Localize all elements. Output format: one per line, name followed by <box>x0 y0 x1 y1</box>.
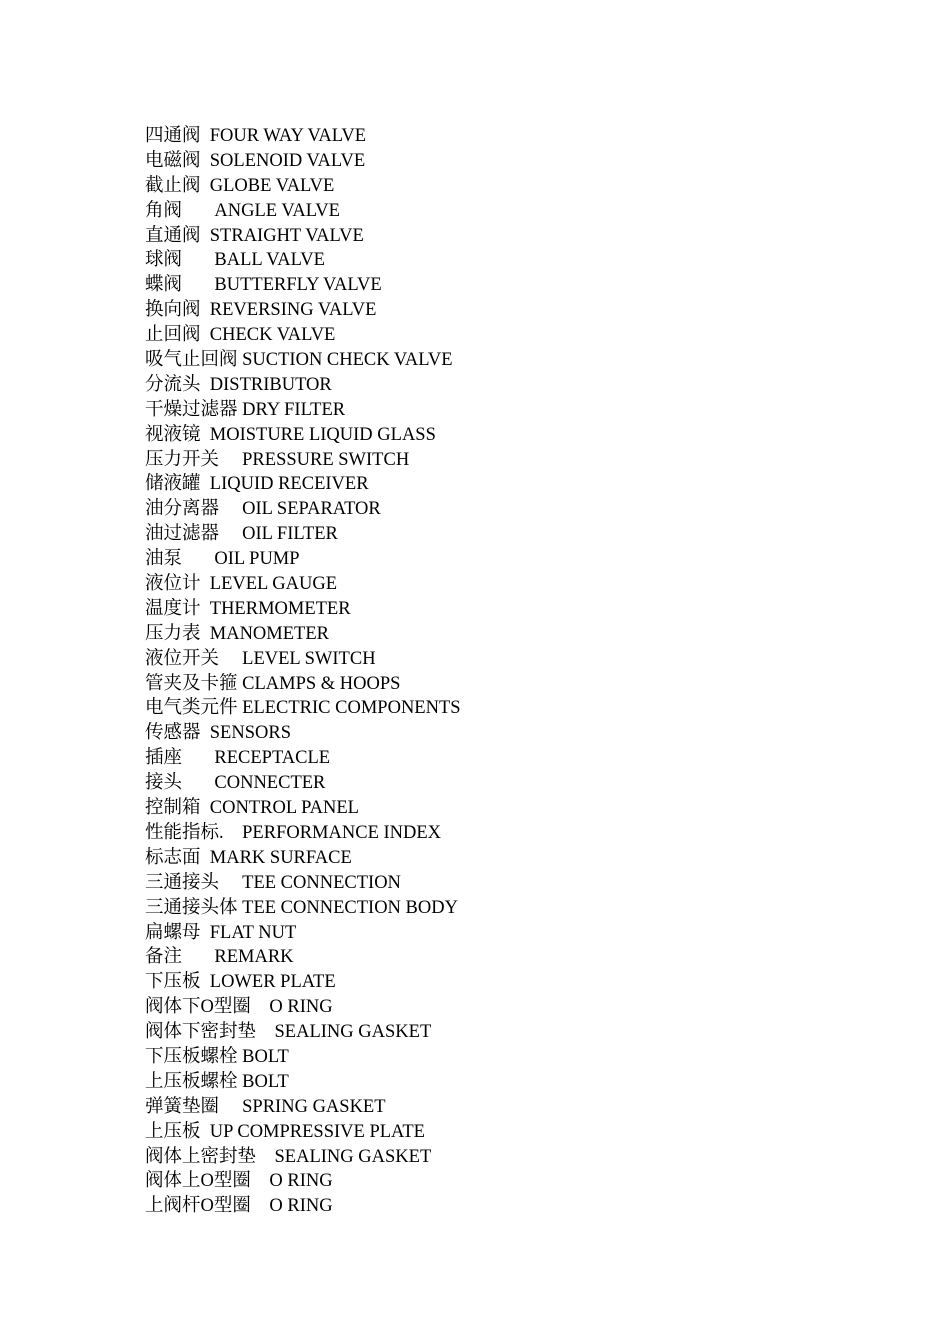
glossary-row <box>145 597 461 622</box>
chinese-term: 截止阀 <box>145 175 201 196</box>
english-term: DISTRIBUTOR <box>209 374 332 395</box>
english-term: TEE CONNECTION <box>242 872 401 893</box>
glossary-row <box>145 273 461 298</box>
chinese-term: 阀体下密封垫 <box>145 1022 257 1043</box>
term-spacing <box>201 176 210 196</box>
chinese-term: 视液镜 <box>145 424 201 445</box>
glossary-row <box>145 1070 461 1095</box>
glossary-row <box>145 1095 461 1120</box>
glossary-row <box>145 970 461 995</box>
chinese-term: 储液罐 <box>145 474 201 495</box>
glossary-row <box>145 497 461 522</box>
english-term: BOLT <box>242 1071 289 1092</box>
english-term: ELECTRIC COMPONENTS <box>242 698 461 719</box>
english-term: LOWER PLATE <box>209 972 336 993</box>
english-term: OIL PUMP <box>214 549 300 570</box>
chinese-term: 扁螺母 <box>145 922 201 943</box>
term-spacing <box>182 748 214 768</box>
glossary-row <box>145 945 461 970</box>
term-spacing <box>201 474 210 494</box>
english-term: BALL VALVE <box>214 250 325 271</box>
chinese-term: 弹簧垫圈 <box>145 1096 220 1117</box>
glossary-row <box>145 149 461 174</box>
english-term: SOLENOID VALVE <box>209 150 366 171</box>
glossary-row <box>145 298 461 323</box>
english-term: LEVEL SWITCH <box>242 648 376 669</box>
term-spacing <box>201 972 210 992</box>
english-term: SPRING GASKET <box>242 1096 386 1117</box>
chinese-term: 阀体下O型圈 <box>145 997 251 1018</box>
term-spacing <box>219 499 242 519</box>
glossary-row <box>145 622 461 647</box>
chinese-term: 上压板 <box>145 1121 201 1142</box>
term-spacing <box>256 1022 275 1042</box>
english-term: BOLT <box>242 1046 289 1067</box>
chinese-term: 温度计 <box>145 598 201 619</box>
english-term: GLOBE VALVE <box>209 175 335 196</box>
chinese-term: 角阀 <box>145 200 183 221</box>
chinese-term: 下压板 <box>145 972 201 993</box>
english-term: O RING <box>269 1196 333 1217</box>
term-spacing <box>219 524 242 544</box>
valve-terms-glossary <box>145 124 461 1219</box>
chinese-term: 吸气止回阀 <box>145 350 238 371</box>
chinese-term: 性能指标. <box>145 822 224 843</box>
english-term: LEVEL GAUGE <box>209 574 338 595</box>
english-term: SEALING GASKET <box>274 1022 432 1043</box>
term-spacing <box>182 947 214 967</box>
term-spacing <box>201 848 210 868</box>
glossary-row <box>145 821 461 846</box>
english-term: FLAT NUT <box>209 922 297 943</box>
glossary-row <box>145 248 461 273</box>
term-spacing <box>182 250 214 270</box>
glossary-row <box>145 871 461 896</box>
glossary-row <box>145 746 461 771</box>
chinese-term: 压力表 <box>145 623 201 644</box>
english-term: PERFORMANCE INDEX <box>242 822 442 843</box>
chinese-term: 插座 <box>145 748 183 769</box>
english-term: RECEPTACLE <box>214 748 331 769</box>
term-spacing <box>201 325 210 345</box>
term-spacing <box>219 649 242 669</box>
english-term: THERMOMETER <box>209 598 351 619</box>
chinese-term: 球阀 <box>145 250 183 271</box>
glossary-row <box>145 348 461 373</box>
term-spacing <box>201 798 210 818</box>
english-term: REMARK <box>214 947 294 968</box>
chinese-term: 电气类元件 <box>145 698 238 719</box>
chinese-term: 止回阀 <box>145 325 201 346</box>
chinese-term: 接头 <box>145 773 183 794</box>
chinese-term: 压力开关 <box>145 449 220 470</box>
term-spacing <box>219 873 242 893</box>
chinese-term: 油泵 <box>145 549 183 570</box>
term-spacing <box>219 1097 242 1117</box>
english-term: OIL SEPARATOR <box>242 499 381 520</box>
term-spacing <box>201 126 210 146</box>
glossary-row <box>145 1120 461 1145</box>
chinese-term: 传感器 <box>145 723 201 744</box>
term-spacing <box>251 1171 270 1191</box>
glossary-row <box>145 124 461 149</box>
english-term: MOISTURE LIQUID GLASS <box>209 424 436 445</box>
english-term: DRY FILTER <box>242 399 346 420</box>
term-spacing <box>201 375 210 395</box>
term-spacing <box>182 773 214 793</box>
term-spacing <box>182 549 214 569</box>
glossary-row <box>145 672 461 697</box>
glossary-row <box>145 721 461 746</box>
glossary-row <box>145 199 461 224</box>
english-term: ANGLE VALVE <box>214 200 340 221</box>
english-term: CLAMPS & HOOPS <box>242 673 401 694</box>
glossary-row <box>145 1194 461 1219</box>
chinese-term: 干燥过滤器 <box>145 399 238 420</box>
glossary-row <box>145 896 461 921</box>
term-spacing <box>201 226 210 246</box>
english-term: CHECK VALVE <box>209 325 336 346</box>
term-spacing <box>201 599 210 619</box>
chinese-term: 蝶阀 <box>145 275 183 296</box>
term-spacing <box>256 1147 275 1167</box>
chinese-term: 换向阀 <box>145 300 201 321</box>
chinese-term: 分流头 <box>145 374 201 395</box>
english-term: BUTTERFLY VALVE <box>214 275 382 296</box>
glossary-row <box>145 448 461 473</box>
glossary-row <box>145 647 461 672</box>
glossary-row <box>145 1045 461 1070</box>
term-spacing <box>182 275 214 295</box>
glossary-row <box>145 1145 461 1170</box>
english-term: SENSORS <box>209 723 291 744</box>
chinese-term: 上阀杆O型圈 <box>145 1196 251 1217</box>
glossary-row <box>145 696 461 721</box>
chinese-term: 直通阀 <box>145 225 201 246</box>
english-term: SUCTION CHECK VALVE <box>242 350 453 371</box>
glossary-row <box>145 846 461 871</box>
english-term: O RING <box>269 1171 333 1192</box>
term-spacing <box>201 923 210 943</box>
glossary-row <box>145 522 461 547</box>
glossary-row <box>145 423 461 448</box>
glossary-row <box>145 373 461 398</box>
chinese-term: 阀体上密封垫 <box>145 1146 257 1167</box>
glossary-row <box>145 796 461 821</box>
term-spacing <box>219 450 242 470</box>
chinese-term: 下压板螺栓 <box>145 1046 238 1067</box>
term-spacing <box>201 574 210 594</box>
term-spacing <box>201 425 210 445</box>
english-term: PRESSURE SWITCH <box>242 449 410 470</box>
english-term: UP COMPRESSIVE PLATE <box>209 1121 425 1142</box>
glossary-row <box>145 398 461 423</box>
english-term: LIQUID RECEIVER <box>209 474 369 495</box>
english-term: SEALING GASKET <box>274 1146 432 1167</box>
english-term: MANOMETER <box>209 623 329 644</box>
term-spacing <box>201 300 210 320</box>
english-term: FOUR WAY VALVE <box>209 126 367 146</box>
glossary-row <box>145 921 461 946</box>
glossary-row <box>145 174 461 199</box>
glossary-row <box>145 323 461 348</box>
glossary-row <box>145 472 461 497</box>
english-term: CONTROL PANEL <box>209 798 359 819</box>
term-spacing <box>224 823 243 843</box>
glossary-row <box>145 572 461 597</box>
chinese-term: 四通阀 <box>145 126 201 146</box>
term-spacing <box>201 624 210 644</box>
english-term: REVERSING VALVE <box>209 300 377 321</box>
chinese-term: 液位开关 <box>145 648 220 669</box>
term-spacing <box>201 1122 210 1142</box>
glossary-row <box>145 1169 461 1194</box>
english-term: TEE CONNECTION BODY <box>242 897 458 918</box>
term-spacing <box>251 1196 270 1216</box>
english-term: MARK SURFACE <box>209 847 352 868</box>
english-term: STRAIGHT VALVE <box>209 225 364 246</box>
glossary-row <box>145 547 461 572</box>
chinese-term: 油分离器 <box>145 499 220 520</box>
glossary-row <box>145 771 461 796</box>
term-spacing <box>201 151 210 171</box>
glossary-row <box>145 995 461 1020</box>
chinese-term: 上压板螺栓 <box>145 1071 238 1092</box>
chinese-term: 三通接头体 <box>145 897 238 918</box>
term-spacing <box>201 723 210 743</box>
english-term: CONNECTER <box>214 773 326 794</box>
chinese-term: 油过滤器 <box>145 524 220 545</box>
term-spacing <box>182 201 214 221</box>
english-term: O RING <box>269 997 333 1018</box>
chinese-term: 电磁阀 <box>145 150 201 171</box>
chinese-term: 标志面 <box>145 847 201 868</box>
term-spacing <box>251 997 270 1017</box>
chinese-term: 阀体上O型圈 <box>145 1171 251 1192</box>
chinese-term: 液位计 <box>145 574 201 595</box>
chinese-term: 备注 <box>145 947 183 968</box>
glossary-row <box>145 1020 461 1045</box>
chinese-term: 三通接头 <box>145 872 220 893</box>
glossary-row <box>145 224 461 249</box>
chinese-term: 管夹及卡箍 <box>145 673 238 694</box>
chinese-term: 控制箱 <box>145 798 201 819</box>
english-term: OIL FILTER <box>242 524 338 545</box>
